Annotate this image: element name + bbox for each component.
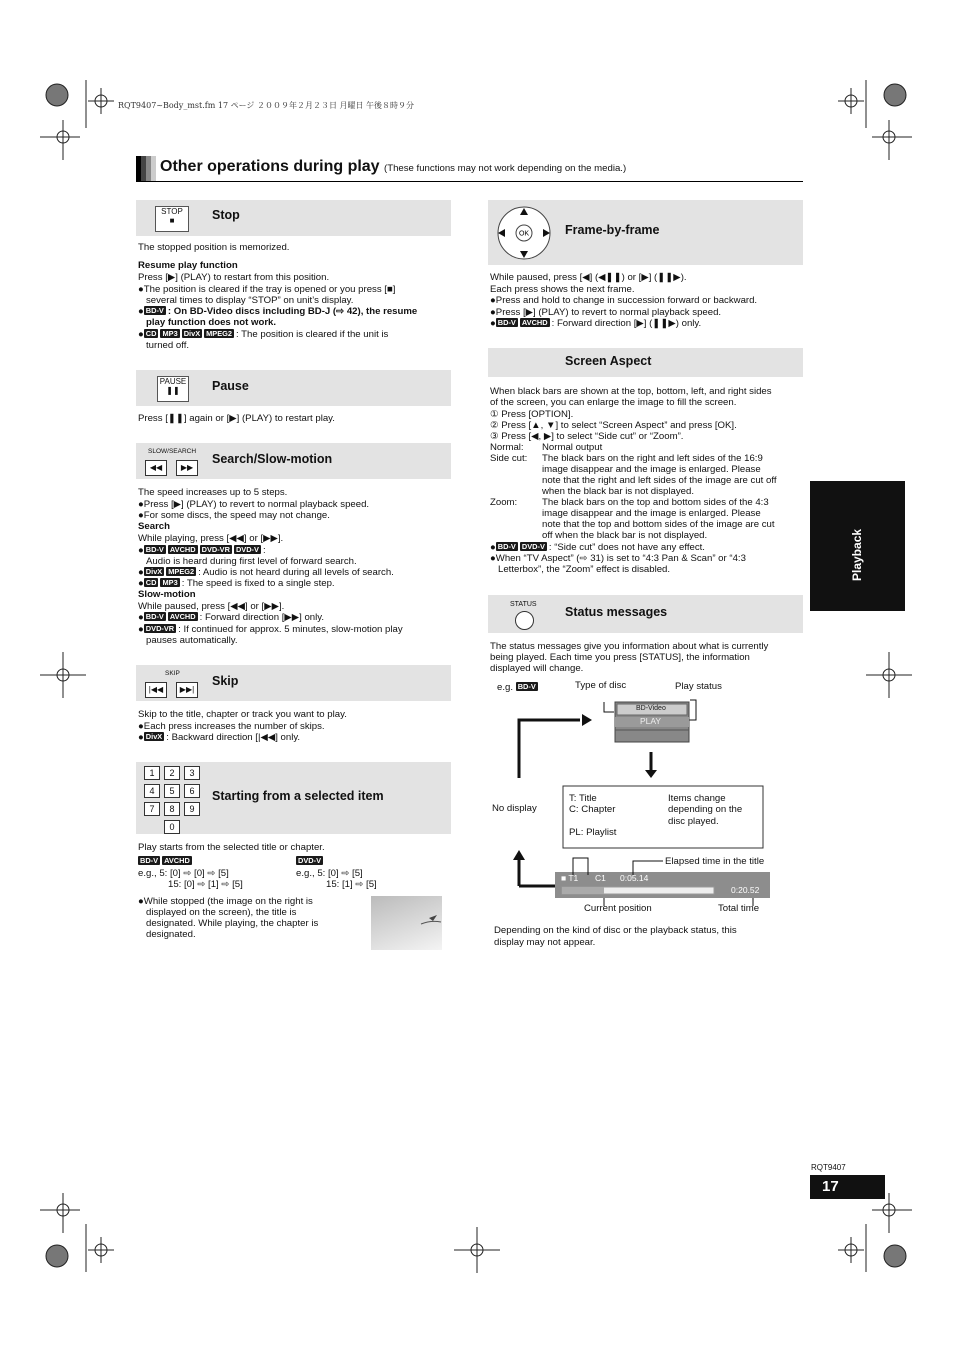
status-footnote: Depending on the kind of disc or the playback status, this <box>494 925 737 936</box>
stop-button: STOP ■ <box>155 206 189 232</box>
stop-text: Press [▶] (PLAY) to restart from this position. <box>138 272 330 283</box>
frame-text: ●Press and hold to change in succession forward or backward. <box>490 295 758 306</box>
example-label: e.g. BD-V <box>497 682 536 693</box>
search-text: ●Press [▶] (PLAY) to revert to normal playback speed. <box>138 499 370 510</box>
total-time-label: Total time <box>718 903 760 914</box>
status-title: Status messages <box>565 605 668 619</box>
search-heading: Search <box>138 521 170 532</box>
example-line: 15: [1] ⇨ [5] <box>326 879 377 890</box>
info-chapter: C: Chapter <box>569 804 616 815</box>
aspect-option: Side cut: <box>490 453 528 464</box>
status-label: STATUS <box>510 601 537 608</box>
aspect-option-desc: when the black bar is not displayed. <box>542 486 694 497</box>
search-note-cd: ● CD MP3 : The speed is fixed to a single step. <box>138 578 335 589</box>
aspect-option-desc: note that the right and left sides of the image are cut off <box>542 475 777 486</box>
status-button-icon <box>515 611 534 630</box>
osd-disc-type: BD-Video <box>636 705 666 712</box>
aspect-note-bd: ● BD-V DVD-V : “Side cut” does not have any effect. <box>490 542 705 553</box>
stop-text: ●The position is cleared if the tray is opened or you press [■] <box>138 284 396 295</box>
skip-note: ● DivX : Backward direction [|◀◀] only. <box>138 732 301 743</box>
stop-text: play function does not work. <box>146 317 277 328</box>
slow-heading: Slow-motion <box>138 589 196 600</box>
number-key-5: 5 <box>164 784 180 798</box>
bluray-logo-icon <box>371 896 442 950</box>
aspect-step: ② Press [▲, ▼] to select “Screen Aspect” and press [OK]. <box>490 420 737 431</box>
chapter-tab: Playback <box>810 481 905 611</box>
page-title: Other operations during play (These functions may not work depending on the media.) <box>160 158 627 175</box>
frame-text: Each press shows the next frame. <box>490 284 635 295</box>
number-key-2: 2 <box>164 766 180 780</box>
pause-button: PAUSE ❚❚ <box>157 376 189 402</box>
aspect-option-desc: off when the black bar is not displayed. <box>542 530 708 541</box>
file-meta: RQT9407~Body_mst.fm 17 ページ ２００９年２月２３日 月曜日 午後８時９分 <box>118 101 415 110</box>
number-key-8: 8 <box>164 802 180 816</box>
number-key-6: 6 <box>184 784 200 798</box>
status-text: being played. Each time you press [STATUS], the information <box>490 652 750 663</box>
start-item-text: Play starts from the selected title or chapter. <box>138 842 325 853</box>
start-item-title: Starting from a selected item <box>212 789 384 803</box>
example-line: e.g., 5: [0] ⇨ [5] <box>296 868 363 879</box>
number-key-0: 0 <box>164 820 180 834</box>
aspect-option-desc: The black bars on the right and left sides of the 16:9 <box>542 453 763 464</box>
search-text: While paused, press [◀◀] or [▶▶]. <box>138 601 285 612</box>
skip-text: Skip to the title, chapter or track you want to play. <box>138 709 347 720</box>
search-text: While playing, press [◀◀] or [▶▶]. <box>138 533 284 544</box>
frame-title: Frame-by-frame <box>565 223 660 237</box>
play-status-label: Play status <box>675 681 722 692</box>
aspect-text: When black bars are shown at the top, bottom, left, and right sides <box>490 386 772 397</box>
start-item-note: displayed on the screen), the title is <box>146 907 297 918</box>
stop-text: turned off. <box>146 340 190 351</box>
aspect-title: Screen Aspect <box>565 354 652 368</box>
example-line: 15: [0] ⇨ [1] ⇨ [5] <box>168 879 243 890</box>
search-media: ● BD-V AVCHD DVD-VR DVD-V : <box>138 545 266 556</box>
resume-heading: Resume play function <box>138 260 238 271</box>
stop-note-cd: ● CD MP3 DivX MPEG2 : The position is cleared if the unit is <box>138 329 389 340</box>
slow-search-label: SLOW/SEARCH <box>148 448 197 455</box>
start-item-note: ●While stopped (the image on the right is <box>138 896 313 907</box>
stop-text: several times to display “STOP” on unit’s display. <box>146 295 354 306</box>
search-text: The speed increases up to 5 steps. <box>138 487 288 498</box>
status-text: displayed will change. <box>490 663 584 674</box>
number-key-4: 4 <box>144 784 160 798</box>
start-item-note: designated. <box>146 929 196 940</box>
aspect-note: Letterbox”, the “Zoom” effect is disabled. <box>498 564 671 575</box>
elapsed-time-label: Elapsed time in the title <box>665 856 765 867</box>
fast-forward-icon: ▶▶ <box>176 460 198 476</box>
status-text: The status messages give you information about what is currently <box>490 641 769 652</box>
stop-icon: ■ <box>169 216 175 225</box>
aspect-text: of the screen, you can enlarge the image to fill the screen. <box>490 397 737 408</box>
no-display-label: No display <box>492 803 537 814</box>
pause-icon: ❚❚ <box>166 386 180 395</box>
aspect-option-desc: image disappear and the image is enlarged. Please <box>542 508 761 519</box>
aspect-option-desc: Normal output <box>542 442 603 453</box>
frame-text: ●Press [▶] (PLAY) to revert to normal playback speed. <box>490 307 722 318</box>
info-note: disc played. <box>668 816 719 827</box>
bar-title: ■ T1 <box>561 873 579 883</box>
bluray-screen-image <box>371 896 442 950</box>
ok-label: OK <box>518 230 530 238</box>
search-text: Audio is heard during first level of forward search. <box>146 556 357 567</box>
skip-label: SKIP <box>165 670 180 677</box>
osd-play-status: PLAY <box>640 716 662 726</box>
number-key-7: 7 <box>144 802 160 816</box>
stop-text: The stopped position is memorized. <box>138 242 290 253</box>
info-playlist: PL: Playlist <box>569 827 617 838</box>
current-position-label: Current position <box>584 903 652 914</box>
skip-back-icon: |◀◀ <box>145 682 167 698</box>
bar-elapsed-time: 0:05.14 <box>620 873 649 883</box>
search-text: ●For some discs, the speed may not change. <box>138 510 330 521</box>
slow-note-dvdvr: ● DVD-VR : If continued for approx. 5 minutes, slow-motion play <box>138 624 403 635</box>
start-item-note: designated. While playing, the chapter is <box>146 918 319 929</box>
page-subtitle: (These functions may not work depending on the media.) <box>384 163 627 174</box>
aspect-step: ③ Press [◀, ▶] to select “Side cut” or “Zoom”. <box>490 431 684 442</box>
aspect-step: ① Press [OPTION]. <box>490 409 574 420</box>
skip-title: Skip <box>212 674 239 688</box>
aspect-option: Normal: <box>490 442 524 453</box>
type-of-disc-label: Type of disc <box>575 680 627 691</box>
example-bd: BD-V AVCHD <box>140 856 190 865</box>
stop-title: Stop <box>212 208 240 222</box>
status-footnote: display may not appear. <box>494 937 596 948</box>
search-note-divx: ● DivX MPEG2 : Audio is not heard during all levels of search. <box>138 567 394 578</box>
bar-total-time: 0:20.52 <box>731 885 760 895</box>
search-text: pauses automatically. <box>146 635 238 646</box>
skip-text: ●Each press increases the number of skips. <box>138 721 325 732</box>
page-code: RQT9407 <box>811 1163 846 1172</box>
frame-text: While paused, press [◀] (◀❚❚) or [▶] (❚❚▶). <box>490 272 687 283</box>
example-line: e.g., 5: [0] ⇨ [0] ⇨ [5] <box>138 868 229 879</box>
search-title: Search/Slow-motion <box>212 452 333 466</box>
aspect-option-desc: note that the top and bottom sides of the image are cut <box>542 519 775 530</box>
skip-forward-icon: ▶▶| <box>176 682 198 698</box>
example-dvd: DVD-V <box>298 856 321 865</box>
aspect-option-desc: image disappear and the image is enlarged. Please <box>542 464 761 475</box>
aspect-option-desc: The black bars on the top and bottom sides of the 4:3 <box>542 497 769 508</box>
aspect-option: Zoom: <box>490 497 518 508</box>
info-note: Items change <box>668 793 726 804</box>
info-title: T: Title <box>569 793 597 804</box>
title-rule <box>136 181 803 182</box>
number-key-3: 3 <box>184 766 200 780</box>
page-number: 17 <box>810 1175 885 1199</box>
title-stripes <box>136 156 156 182</box>
stop-note-bd: ● BD-V : On BD-Video discs including BD-J (⇨ 42), the resume <box>138 306 418 317</box>
info-note: depending on the <box>668 804 743 815</box>
pause-text: Press [❚❚] again or [▶] (PLAY) to restart play. <box>138 413 335 424</box>
frame-note: ● BD-V AVCHD : Forward direction [▶] (❚❚▶) only. <box>490 318 702 329</box>
aspect-note: ●When “TV Aspect” (⇨ 31) is set to “4:3 Pan & Scan” or “4:3 <box>490 553 746 564</box>
bar-chapter: C1 <box>595 873 606 883</box>
number-key-9: 9 <box>184 802 200 816</box>
slow-note-bd: ● BD-V AVCHD : Forward direction [▶▶] only. <box>138 612 325 623</box>
rewind-icon: ◀◀ <box>145 460 167 476</box>
pause-title: Pause <box>212 379 249 393</box>
number-key-1: 1 <box>144 766 160 780</box>
direction-pad-icon <box>494 204 554 262</box>
